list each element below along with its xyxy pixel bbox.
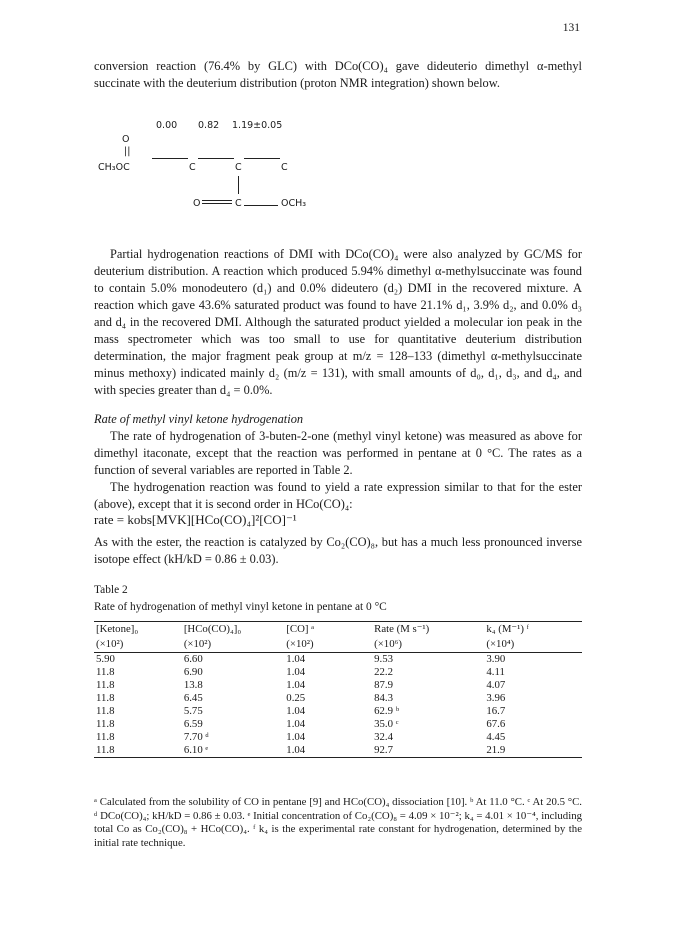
paragraph-isotope-effect: As with the ester, the reaction is catalyzed by Co₂(CO)₈, but has a much less pronounced inverse isotope effect (kH/kD = 0.86 ± 0.03). — [94, 535, 582, 566]
table-cell: 6.10 ᵉ — [182, 744, 284, 758]
carbonyl-oxygen: O — [122, 134, 130, 145]
table-cell: 87.9 — [374, 679, 394, 691]
col-header-rate: Rate (M s⁻¹) — [372, 622, 484, 638]
col-header-ketone: [Ketone]₀ — [94, 622, 182, 638]
table-cell: 4.07 — [486, 679, 506, 691]
table-cell: 35.0 ᶜ — [374, 718, 399, 730]
carbon-2: C — [235, 162, 242, 173]
table-cell: 22.2 — [374, 666, 394, 678]
intro-text: conversion reaction (76.4% by GLC) with DCo(CO)₄ gave dideuterio dimethyl α-methyl succinate with the deuterium distribution (proton NMR integration) shown below. — [94, 59, 582, 90]
body-paragraphs — [94, 246, 582, 513]
structure-diagram — [98, 118, 328, 236]
table-footnotes: ᵃ Calculated from the solubility of CO in pentane [9] and HCo(CO)₄ dissociation [10]. ᵇ At 11.0 °C. ᶜ At 20.5 °C. ᵈ DCo(CO)₄; kH/kD = 0.86 ± 0.03. ᵉ Initial concentration of Co₂(CO)₈ = 4.09 × 10⁻²; k₄ = 4.01 × 10⁻⁴, including total Co as Co₂(CO)₈ + HCo(CO)₄. ᶠ k₄ is the experimental rate constant for hydrogenation, determined by the initial rate technique. — [94, 796, 582, 849]
carbon-1: C — [189, 162, 196, 173]
table-cell: 1.04 — [286, 731, 306, 743]
table-cell: 21.9 — [484, 744, 582, 758]
page-number: 131 — [562, 22, 580, 34]
table-cell: 11.8 — [96, 718, 115, 730]
vertical-bond — [238, 176, 239, 194]
col-unit-k4: (×10⁴) — [484, 637, 582, 653]
table-cell: 4.45 — [486, 731, 506, 743]
col-header-hco: [HCo(CO)₄]₀ — [182, 622, 284, 638]
table-cell: 1.04 — [286, 705, 306, 717]
table-cell: 6.60 — [183, 653, 203, 665]
table-cell: 1.04 — [286, 653, 306, 665]
deuterium-value-3: 1.19±0.05 — [232, 120, 283, 131]
table-label: Table 2 — [94, 584, 128, 596]
table-cell: 67.6 — [486, 718, 506, 730]
section-heading: Rate of methyl vinyl ketone hydrogenation — [94, 412, 304, 426]
table-row — [94, 653, 582, 667]
table-cell: 5.90 — [96, 653, 115, 665]
intro-paragraph — [94, 58, 582, 92]
table-body — [94, 653, 582, 758]
table-cell: 11.8 — [96, 692, 115, 704]
table-caption: Rate of hydrogenation of methyl vinyl ketone in pentane at 0 °C — [94, 601, 387, 613]
table-cell: 1.04 — [284, 744, 372, 758]
methoxycarbonyl-group: CH₃OC — [98, 162, 130, 173]
col-unit-rate: (×10⁶) — [372, 637, 484, 653]
table-cell: 32.4 — [374, 731, 394, 743]
bond-line — [244, 205, 278, 206]
table-row — [94, 692, 582, 705]
table-cell: 3.90 — [486, 653, 506, 665]
bond-line — [244, 158, 280, 159]
col-unit-ketone: (×10²) — [94, 637, 182, 653]
table-cell: 11.8 — [96, 705, 115, 717]
ester-carbon: C — [235, 198, 242, 209]
table-cell: 13.8 — [183, 679, 203, 691]
col-header-k4: k₄ (M⁻¹) ᶠ — [484, 622, 582, 638]
col-header-co: [CO] ᵃ — [284, 622, 372, 638]
rate-equation: rate = kobs[MVK][HCo(CO)₄]²[CO]⁻¹ — [94, 512, 297, 527]
col-unit-hco: (×10²) — [182, 637, 284, 653]
paragraph-partial-hydrogenation: Partial hydrogenation reactions of DMI with DCo(CO)₄ were also analyzed by GC/MS for deuterium distribution. A reaction which produced 5.94% dimethyl α-methylsuccinate was found to contain 5.0% monodeutero (d₁) and 0.0% dideutero (d₂) DMI in the recovered mixture. A reaction which gave 43.6% saturated product was found to have 21.1% d₁, 3.9% d₂, and 0.0% d₃ and d₄ in the recovered DMI. Although the saturated product yielded a molecular ion peak in the mass spectrometer which was too small to use for quantitative deuterium distribution determination, the major fragment peak group at m/z = 128–133 (dimethyl α-methylsuccinate minus methoxy) indicated mainly d₂ (m/z = 131), with small amounts of d₀, d₁, d₃, and d₄, and with species greater than d₄ = 0.0%. — [94, 247, 582, 397]
table-cell: 11.8 — [96, 679, 115, 691]
bond-line — [198, 158, 234, 159]
deuterium-value-1: 0.00 — [156, 120, 178, 131]
col-unit-co: (×10²) — [284, 637, 372, 653]
isotope-paragraph — [94, 534, 582, 568]
table-cell: 3.96 — [486, 692, 506, 704]
table-cell: 0.25 — [286, 692, 306, 704]
table-cell: 4.11 — [486, 666, 505, 678]
double-bond-horizontal — [202, 200, 232, 204]
carbon-3: C — [281, 162, 288, 173]
table-cell: 9.53 — [374, 653, 394, 665]
table-row — [94, 731, 582, 744]
table-row — [94, 666, 582, 679]
table-cell: 84.3 — [374, 692, 394, 704]
methoxy-group: OCH₃ — [281, 198, 307, 209]
bond-line — [152, 158, 188, 159]
paragraph-rate-expression: The hydrogenation reaction was found to yield a rate expression similar to that for the ester (above), except that it is second order in HCo(CO)₄: — [94, 480, 582, 511]
double-bond-vertical: || — [124, 146, 131, 157]
rate-table — [94, 621, 582, 758]
table-cell: 6.59 — [183, 718, 203, 730]
table-cell: 92.7 — [372, 744, 484, 758]
table-row — [94, 744, 582, 758]
table-cell: 11.8 — [96, 731, 115, 743]
table-row — [94, 705, 582, 718]
deuterium-value-2: 0.82 — [198, 120, 220, 131]
table-cell: 6.45 — [183, 692, 203, 704]
table-row — [94, 679, 582, 692]
table-cell: 6.90 — [183, 666, 203, 678]
table-cell: 62.9 ᵇ — [374, 705, 400, 717]
table-cell: 16.7 — [486, 705, 506, 717]
table-row — [94, 718, 582, 731]
table-cell: 7.70 ᵈ — [183, 731, 209, 743]
table-cell: 1.04 — [286, 666, 306, 678]
table-cell: 1.04 — [286, 718, 306, 730]
table-cell: 11.8 — [94, 744, 182, 758]
paragraph-rate-measurement: The rate of hydrogenation of 3-buten-2-one (methyl vinyl ketone) was measured as above for dimethyl itaconate, except that the reaction was performed in pentane at 0 °C. The rates as a function of several variables are reported in Table 2. — [94, 429, 582, 477]
table-cell: 5.75 — [183, 705, 203, 717]
table-cell: 11.8 — [96, 666, 115, 678]
ester-oxygen: O — [193, 198, 201, 209]
table-cell: 1.04 — [286, 679, 306, 691]
